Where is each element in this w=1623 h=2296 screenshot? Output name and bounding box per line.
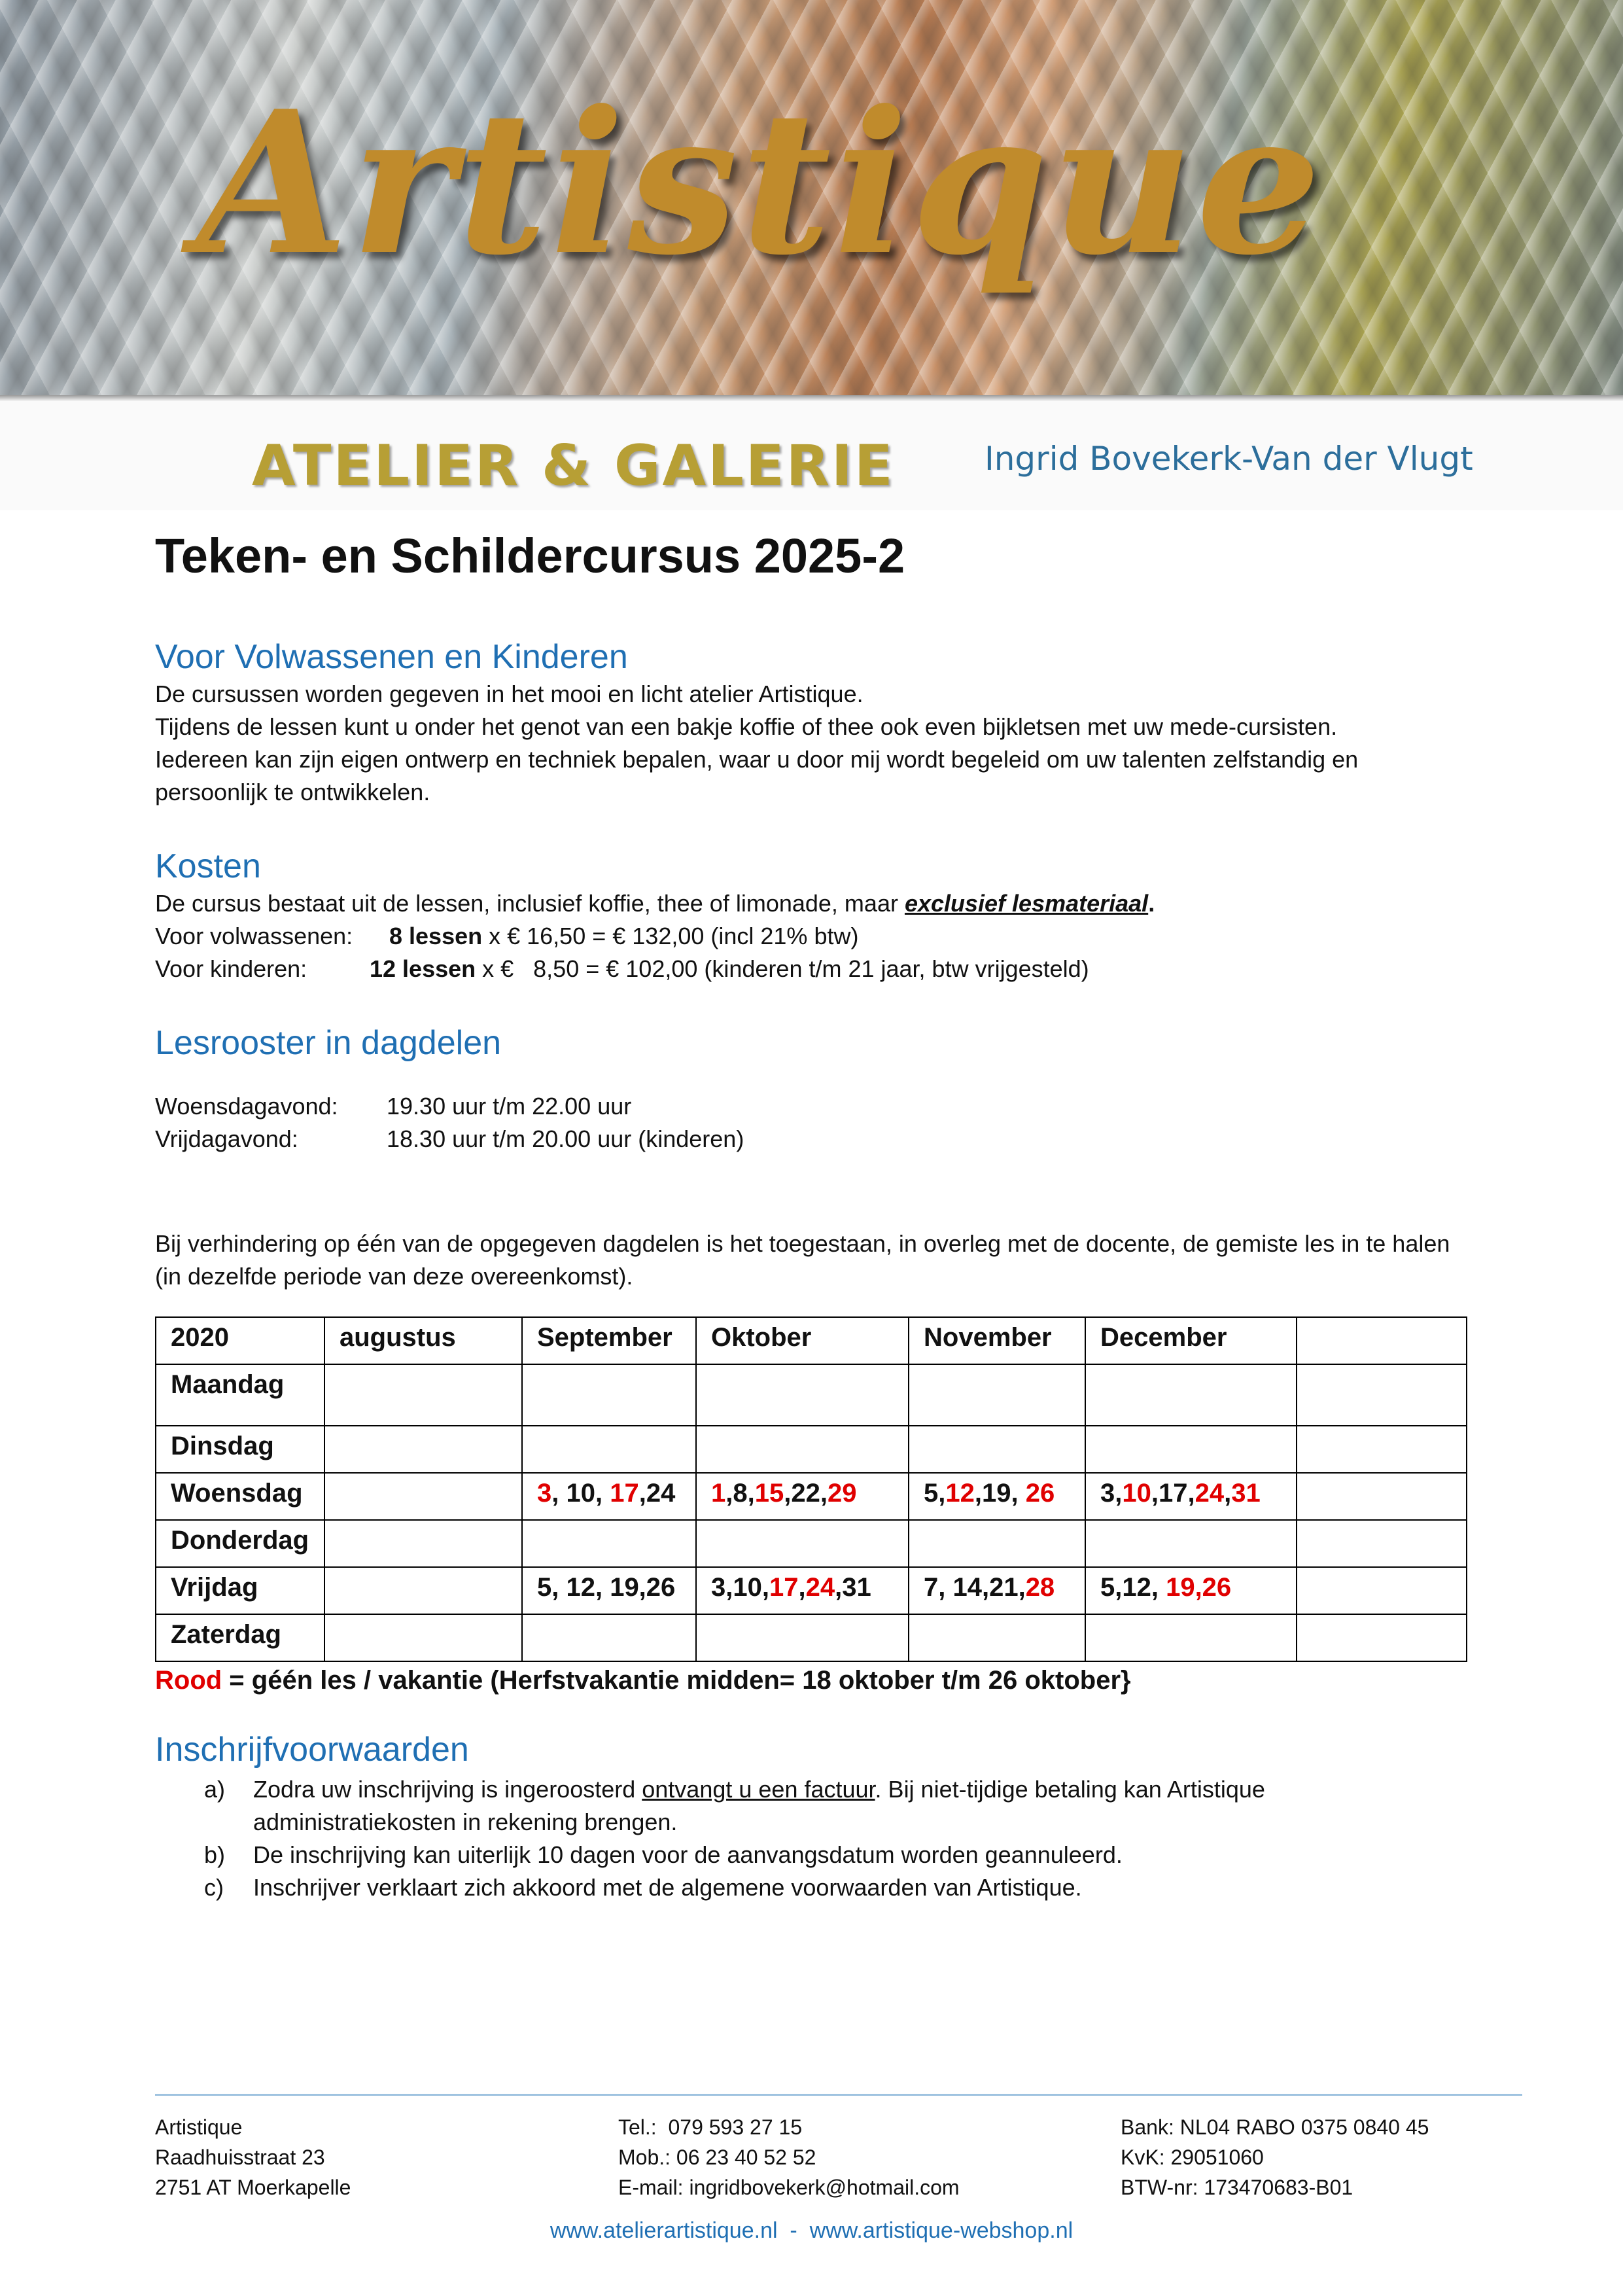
date-no-lesson: 1 [711, 1479, 726, 1508]
adults-price: x € 16,50 = € 132,00 (incl 21% btw) [489, 923, 859, 949]
term-underline: ontvangt u een factuur [642, 1776, 875, 1803]
adults-lessons: 8 lessen [389, 923, 483, 949]
calendar-year: 2020 [156, 1317, 324, 1364]
date-no-lesson: 3 [537, 1479, 552, 1508]
list-item [155, 1871, 1470, 1904]
calendar-dates [909, 1473, 1085, 1520]
date-lesson: , [1224, 1479, 1232, 1508]
term-mark: a) [204, 1776, 226, 1803]
calendar-row [156, 1614, 1467, 1661]
footer-contact [618, 2112, 960, 2202]
calendar-month: November [909, 1317, 1085, 1364]
schedule-time: 19.30 uur t/m 22.00 uur [387, 1093, 632, 1120]
costs-line [155, 887, 1470, 920]
date-lesson: ,19, [974, 1479, 1026, 1508]
logo: Artistique [196, 67, 1324, 298]
date-no-lesson: 24 [1195, 1479, 1225, 1508]
calendar-legend [155, 1662, 1470, 1699]
date-no-lesson: 19,26 [1166, 1573, 1232, 1602]
footer-line: BTW-nr: 173470683-B01 [1121, 2176, 1353, 2199]
date-lesson: 5, 12, 19,26 [537, 1573, 676, 1602]
calendar-header-row [156, 1317, 1467, 1364]
date-lesson: ,8, [725, 1479, 755, 1508]
calendar-day: Maandag [156, 1364, 324, 1426]
intro-heading: Voor Volwassenen en Kinderen [155, 638, 628, 676]
footer-line: Artistique [155, 2115, 243, 2139]
date-no-lesson: 29 [827, 1479, 857, 1508]
costs-kids [155, 953, 1470, 985]
date-no-lesson: 28 [1025, 1573, 1055, 1602]
footer-line: Tel.: 079 593 27 15 [618, 2115, 803, 2139]
footer-line: KvK: 29051060 [1121, 2146, 1264, 2169]
term-text [253, 1773, 1265, 1839]
date-lesson: 7, 14,21, [924, 1573, 1026, 1602]
intro-line: Iedereen kan zijn eigen ontwerp en techniek bepalen, waar u door mij wordt begeleid om uw talenten zelfstandig en [155, 746, 1359, 773]
footer-line: 2751 AT Moerkapelle [155, 2176, 351, 2199]
date-lesson: ,24 [638, 1479, 676, 1508]
tagline: ATELIER & GALERIE [252, 433, 895, 499]
calendar-dates [909, 1567, 1085, 1614]
calendar-day: Zaterdag [156, 1614, 324, 1661]
calendar-dates [696, 1567, 909, 1614]
calendar-month: September [522, 1317, 696, 1364]
legend-red: Rood [155, 1666, 222, 1695]
page-title: Teken- en Schildercursus 2025-2 [155, 529, 905, 583]
footer-divider [155, 2094, 1522, 2096]
footer-line: Bank: NL04 RABO 0375 0840 45 [1121, 2115, 1429, 2139]
kids-label: Voor kinderen: [155, 955, 307, 982]
date-no-lesson: 17 [769, 1573, 799, 1602]
absence-note: Bij verhindering op één van de opgegeven dagdelen is het toegestaan, in overleg met de docente, de gemiste les in te halen (in dezelfde periode van deze overeenkomst). [155, 1230, 1450, 1290]
legend-text: = géén les / vakantie (Herfstvakantie midden= 18 oktober t/m 26 oktober} [222, 1666, 1131, 1695]
date-no-lesson: 12 [945, 1479, 975, 1508]
footer-email[interactable]: E-mail: ingridbovekerk@hotmail.com [618, 2176, 960, 2199]
header-shadow [0, 395, 1623, 402]
kids-price: x € 8,50 = € 102,00 (kinderen t/m 21 jaar, btw vrijgesteld) [482, 955, 1089, 982]
calendar-row [156, 1520, 1467, 1567]
costs-text: De cursus bestaat uit de lessen, inclusief koffie, thee of limonade, maar [155, 890, 905, 917]
header-banner [0, 0, 1623, 399]
costs-emphasis: exclusief lesmateriaal [904, 890, 1149, 917]
adults-label: Voor volwassenen: [155, 923, 353, 949]
owner-name: Ingrid Bovekerk-Van der Vlugt [985, 440, 1473, 478]
calendar-table [155, 1316, 1467, 1662]
footer-websites[interactable]: www.atelierartistique.nl - www.artistique-webshop.nl [550, 2218, 1073, 2243]
calendar-month: Oktober [696, 1317, 909, 1364]
term-mark: b) [204, 1841, 226, 1868]
calendar-day: Donderdag [156, 1520, 324, 1567]
costs-heading: Kosten [155, 847, 261, 885]
date-no-lesson: 17 [610, 1479, 639, 1508]
schedule-row [155, 1123, 1470, 1156]
term-text: De inschrijving kan uiterlijk 10 dagen voor de aanvangsdatum worden geannuleerd. [253, 1841, 1123, 1868]
footer-address [155, 2112, 351, 2202]
date-lesson: 3, [1100, 1479, 1123, 1508]
calendar-dates [1085, 1567, 1297, 1614]
date-lesson: ,22, [784, 1479, 828, 1508]
calendar-dates [522, 1473, 696, 1520]
calendar-row [156, 1567, 1467, 1614]
date-no-lesson: 24 [805, 1573, 835, 1602]
calendar-month: augustus [324, 1317, 522, 1364]
date-lesson: 5,12, [1100, 1573, 1166, 1602]
calendar-row [156, 1364, 1467, 1426]
footer-line: Mob.: 06 23 40 52 52 [618, 2146, 816, 2169]
calendar-day: Vrijdag [156, 1567, 324, 1614]
date-no-lesson: 26 [1025, 1479, 1055, 1508]
schedule-heading: Lesrooster in dagdelen [155, 1024, 502, 1062]
schedule-day: Vrijdagavond: [155, 1125, 298, 1152]
list-item [155, 1839, 1470, 1871]
date-lesson: 5, [924, 1479, 946, 1508]
terms-heading: Inschrijfvoorwaarden [155, 1731, 469, 1769]
schedule-day: Woensdagavond: [155, 1093, 338, 1120]
intro-text [155, 678, 1470, 809]
date-lesson: , 10, [551, 1479, 610, 1508]
calendar-dates [1085, 1473, 1297, 1520]
date-no-lesson: 10 [1122, 1479, 1151, 1508]
calendar-row [156, 1426, 1467, 1473]
kids-lessons: 12 lessen [370, 955, 476, 982]
calendar-day: Dinsdag [156, 1426, 324, 1473]
calendar-month: December [1085, 1317, 1297, 1364]
intro-line: persoonlijk te ontwikkelen. [155, 779, 430, 805]
date-no-lesson: 15 [754, 1479, 784, 1508]
date-lesson: ,17, [1151, 1479, 1195, 1508]
calendar-row [156, 1473, 1467, 1520]
calendar-day: Woensdag [156, 1473, 324, 1520]
date-lesson: ,31 [835, 1573, 871, 1602]
intro-line: Tijdens de lessen kunt u onder het genot van een bakje koffie of thee ook even bijkletsen met uw mede-cursisten. [155, 713, 1338, 740]
terms-list [155, 1773, 1470, 1904]
list-item [155, 1773, 1470, 1839]
calendar-month [1297, 1317, 1467, 1364]
costs-period: . [1148, 890, 1155, 917]
costs-adults [155, 920, 1470, 953]
main-content [155, 523, 1470, 1904]
calendar-dates [522, 1567, 696, 1614]
date-lesson: 3,10, [711, 1573, 769, 1602]
footer-line: Raadhuisstraat 23 [155, 2146, 325, 2169]
schedule-time: 18.30 uur t/m 20.00 uur (kinderen) [387, 1125, 744, 1152]
term-text-post: . Bij niet-tijdige betaling kan Artistique [875, 1776, 1265, 1803]
term-text-pre: Zodra uw inschrijving is ingeroosterd [253, 1776, 642, 1803]
date-lesson: , [798, 1573, 806, 1602]
intro-line: De cursussen worden gegeven in het mooi en licht atelier Artistique. [155, 680, 864, 707]
calendar-dates [696, 1473, 909, 1520]
date-no-lesson: 31 [1231, 1479, 1261, 1508]
term-text-line2: administratiekosten in rekening brengen. [253, 1809, 678, 1835]
schedule-row [155, 1090, 1470, 1123]
term-mark: c) [204, 1874, 224, 1901]
footer-business [1121, 2112, 1429, 2202]
term-text: Inschrijver verklaart zich akkoord met de algemene voorwaarden van Artistique. [253, 1874, 1082, 1901]
